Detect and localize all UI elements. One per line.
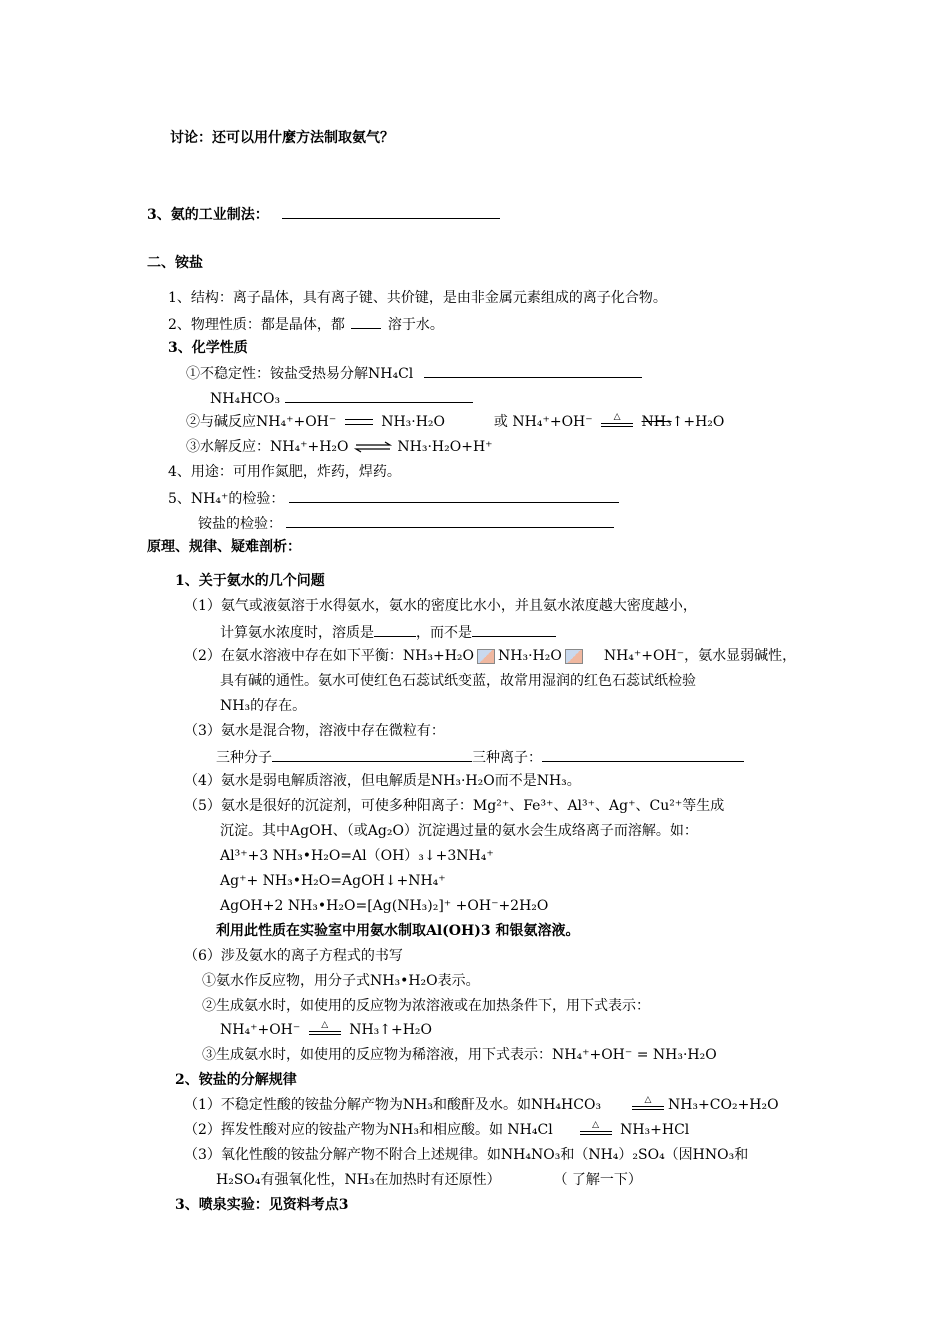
alkali-reaction-nh3: NH₃ bbox=[641, 414, 672, 430]
not-text: ，而不是 bbox=[416, 625, 472, 641]
alkali-reaction-tail: ↑+H₂O bbox=[671, 414, 725, 430]
reversible-arrow-image-icon bbox=[565, 649, 583, 664]
nh4hco3-text: NH₄HCO₃ bbox=[210, 391, 281, 407]
decomp-rule2 bbox=[184, 1120, 689, 1140]
item2-line3: NH₃的存在。 bbox=[220, 698, 307, 714]
three-molecules-label: 三种分子 bbox=[216, 750, 272, 766]
item6-line1: （6）涉及氨水的离子方程式的书写 bbox=[184, 948, 403, 964]
three-ions-blank[interactable] bbox=[542, 746, 744, 762]
solute-blank[interactable] bbox=[374, 621, 416, 637]
item6-heated-equation bbox=[220, 1020, 432, 1040]
al-reaction-equation: Al³⁺+3 NH₃•H₂O=Al（OH）₃↓+3NH₄⁺ bbox=[220, 848, 494, 864]
nh4cl-decomp-blank[interactable] bbox=[424, 362, 642, 378]
ag-reaction-equation: Ag⁺+ NH₃•H₂O=AgOH↓+NH₄⁺ bbox=[220, 873, 446, 889]
application-note: 利用此性质在实验室中用氨水制取Al(OH)3 和银氨溶液。 bbox=[216, 923, 580, 939]
item3-line1: （3）氨水是混合物，溶液中存在微粒有： bbox=[184, 723, 445, 739]
item2-line1 bbox=[184, 646, 796, 666]
decomp-rule1-text: （1）不稳定性酸的铵盐分解产物为NH₃和酸酐及水。如NH₄HCO₃ bbox=[184, 1097, 602, 1113]
hydrolysis-line bbox=[186, 437, 493, 457]
decomp-rule1-products: NH₃+CO₂+H₂O bbox=[667, 1097, 779, 1113]
heat-equals-icon: △ bbox=[628, 1096, 668, 1114]
equals-sign-icon bbox=[341, 415, 377, 429]
physical-property-tail: 溶于水。 bbox=[387, 317, 444, 333]
decomp-rule3-note: （ 了解一下） bbox=[553, 1172, 642, 1188]
item5-line2: 沉淀。其中AgOH、（或Ag₂O）沉淀遇过量的氨水会生成络离子而溶解。如： bbox=[220, 823, 698, 839]
item6-rule1: ①氨水作反应物，用分子式NH₃•H₂O表示。 bbox=[202, 973, 480, 989]
decomp-rule2-text: （2）挥发性酸对应的铵盐产物为NH₃和相应酸。如 NH₄Cl bbox=[184, 1122, 553, 1138]
decomp-rule3-line2 bbox=[216, 1170, 642, 1190]
instability-line bbox=[186, 362, 642, 382]
fountain-experiment-heading: 3、喷泉实验：见资料考点3 bbox=[175, 1197, 349, 1213]
nh4hco3-line bbox=[210, 387, 473, 407]
alkali-reaction-left: ②与碱反应NH₄⁺+OH⁻ bbox=[186, 414, 337, 430]
agoh-reaction-equation: AgOH+2 NH₃•H₂O=[Ag(NH₃)₂]⁺ +OH⁻+2H₂O bbox=[220, 898, 549, 914]
nh4-test-blank[interactable] bbox=[289, 487, 619, 503]
industrial-method-text: 3、氨的工业制法： bbox=[147, 207, 269, 223]
item6-rule2: ②生成氨水时，如使用的反应物为浓溶液或在加热条件下，用下式表示： bbox=[202, 998, 650, 1014]
alkali-reaction-product: NH₃·H₂O bbox=[381, 414, 446, 430]
discussion-question: 讨论：还可以用什麼方法制取氨气？ bbox=[170, 130, 394, 146]
principle-heading: 原理、规律、疑难剖析： bbox=[147, 539, 301, 555]
decomposition-heading: 2、铵盐的分解规律 bbox=[175, 1072, 297, 1088]
ammonium-salt-test-label: 铵盐的检验： bbox=[198, 516, 282, 532]
nh4-test-label: 5、NH₄⁺的检验： bbox=[168, 491, 285, 507]
reversible-arrow-icon bbox=[353, 441, 393, 453]
ammonia-water-heading: 1、关于氨水的几个问题 bbox=[175, 573, 325, 589]
ammonium-salt-test-line bbox=[198, 512, 614, 532]
decomp-rule3-text: H₂SO₄有强氧化性，NH₃在加热时有还原性） bbox=[216, 1172, 501, 1188]
three-molecules-blank[interactable] bbox=[272, 746, 472, 762]
industrial-method-blank[interactable] bbox=[282, 203, 500, 219]
equilibrium-right: NH₄⁺+OH⁻，氨水显弱碱性， bbox=[603, 648, 797, 664]
item5-line1: （5）氨水是很好的沉淀剂，可使多种阳离子：Mg²⁺、Fe³⁺、Al³⁺、Ag⁺、Cu²⁺等生成 bbox=[184, 798, 725, 814]
decomp-rule1 bbox=[184, 1095, 779, 1115]
hydrolysis-right: NH₃·H₂O+H⁺ bbox=[397, 439, 493, 455]
item1-line1: （1）氨气或液氨溶于水得氨水，氨水的密度比水小，并且氨水浓度越大密度越小， bbox=[184, 598, 697, 614]
item2-line2: 具有碱的通性。氨水可使红色石蕊试纸变蓝，故常用湿润的红色石蕊试纸检验 bbox=[220, 673, 696, 689]
structure-line: 1、结构：离子晶体，具有离子键、共价键，是由非金属元素组成的离子化合物。 bbox=[168, 290, 667, 306]
instability-text: ①不稳定性：铵盐受热易分解NH₄Cl bbox=[186, 366, 414, 382]
reversible-arrow-image-icon bbox=[477, 649, 495, 664]
item3-line2 bbox=[216, 746, 744, 766]
usage-line: 4、用途：可用作氮肥，炸药，焊药。 bbox=[168, 464, 401, 480]
equilibrium-left: （2）在氨水溶液中存在如下平衡：NH₃+H₂O bbox=[184, 648, 475, 664]
physical-property-line bbox=[168, 313, 444, 333]
heated-equation-right: NH₃↑+H₂O bbox=[349, 1022, 433, 1038]
physical-property-text: 2、物理性质：都是晶体，都 bbox=[168, 317, 345, 333]
heat-equals-icon: △ bbox=[305, 1021, 345, 1039]
nh4hco3-decomp-blank[interactable] bbox=[285, 387, 473, 403]
equilibrium-middle: NH₃·H₂O bbox=[498, 648, 562, 664]
item1-line2 bbox=[220, 621, 556, 641]
not-solute-blank[interactable] bbox=[472, 621, 556, 637]
item4-line: （4）氨水是弱电解质溶液，但电解质是NH₃·H₂O而不是NH₃。 bbox=[184, 773, 581, 789]
heat-equals-icon: △ bbox=[576, 1121, 616, 1139]
alkali-reaction-line bbox=[186, 412, 724, 432]
three-ions-label: 三种离子： bbox=[472, 750, 542, 766]
heated-equation-left: NH₄⁺+OH⁻ bbox=[220, 1022, 301, 1038]
decomp-rule2-products: NH₃+HCl bbox=[620, 1122, 690, 1138]
industrial-method-label bbox=[147, 203, 500, 223]
ammonium-salt-test-blank[interactable] bbox=[286, 512, 614, 528]
item6-rule3: ③生成氨水时，如使用的反应物为稀溶液，用下式表示：NH₄⁺+OH⁻ = NH₃·H₂O bbox=[202, 1047, 717, 1063]
section-ammonium-salt-heading: 二、铵盐 bbox=[147, 255, 203, 271]
solute-text: 计算氨水浓度时，溶质是 bbox=[220, 625, 374, 641]
heat-equals-icon: △ bbox=[597, 413, 637, 431]
chemical-property-heading: 3、化学性质 bbox=[168, 340, 248, 356]
solubility-blank[interactable] bbox=[351, 313, 381, 329]
hydrolysis-left: ③水解反应：NH₄⁺+H₂O bbox=[186, 439, 349, 455]
alkali-reaction-heated-left: 或 NH₄⁺+OH⁻ bbox=[493, 414, 593, 430]
decomp-rule3-line1: （3）氧化性酸的铵盐分解产物不附合上述规律。如NH₄NO₃和（NH₄）₂SO₄（因HNO₃和 bbox=[184, 1147, 749, 1163]
nh4-test-line bbox=[168, 487, 619, 507]
